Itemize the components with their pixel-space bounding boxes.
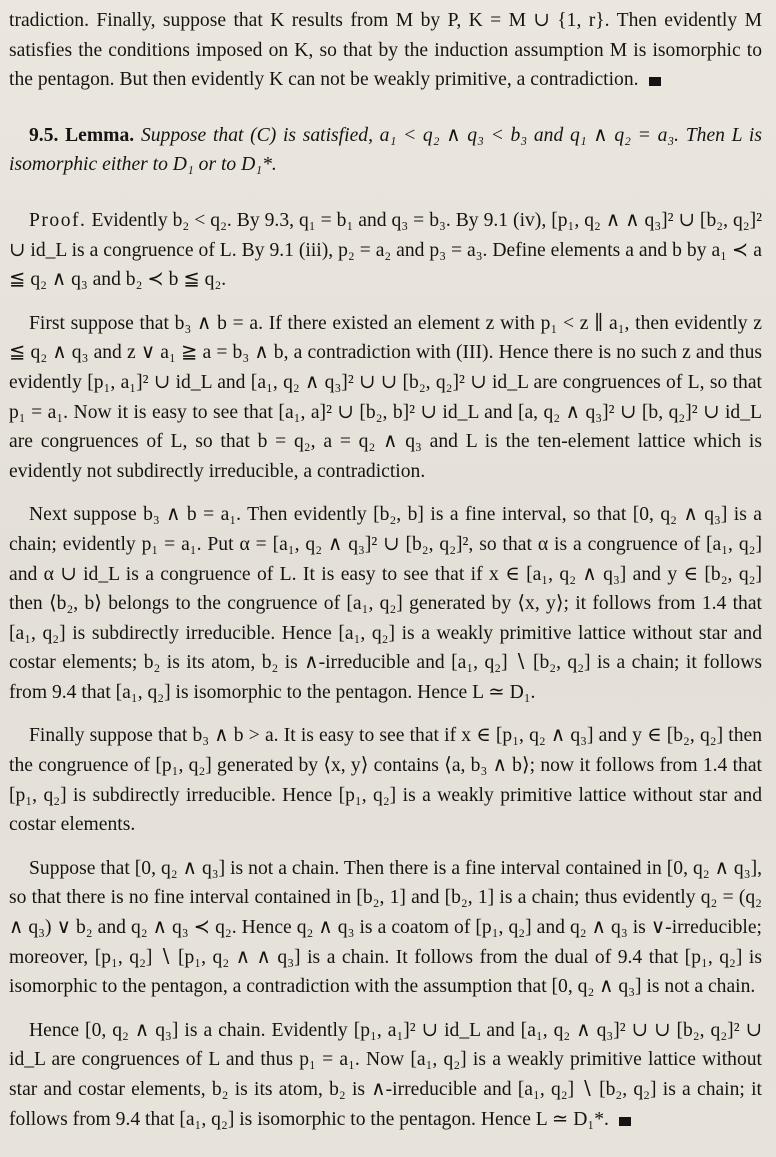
lemma-statement — [9, 121, 762, 180]
paragraph-proof-end — [9, 6, 762, 95]
proof-heading: Proof. — [29, 209, 87, 231]
paragraph-text: Finally suppose that b₃ ∧ b > a. It is easy to see that if x ∈ [p₁, q₂ ∧ q₃] and y ∈ [b₂, q₂] then the congruence of [p₁, q₂] generated by ⟨x, y⟩ contains ⟨a, b₃ ∧ b⟩; now it follows from 1.4 that [p₁, q₂] is subdirectly irreducible. Hence [p₁, q₂] is a weakly primitive lattice without star and costar elements. — [9, 725, 762, 836]
lemma-text: Suppose that (C) is satisfied, a₁ < q₂ ∧ q₃ < b₃ and q₁ ∧ q₂ = a₃. Then L is isomorphic either to D₁ or to D₁*. — [9, 124, 763, 176]
paragraph-text: tradiction. Finally, suppose that K results from M by P, K = M ∪ {1, r}. Then evidently M satisfies the conditions imposed on K, so that by the induction assumption M is isomorphic to the pentagon. But then evidently K can not be weakly primitive, a contradiction. — [9, 10, 762, 91]
paragraph-text: Suppose that [0, q₂ ∧ q₃] is not a chain. Then there is a fine interval contained in [0, q₂ ∧ q₃], so that there is no fine interval contained in [b₂, 1] and [b₂, 1] is a chain; thus evidently q₂ = (q₂ ∧ q₃) ∨ b₂ and q₂ ∧ q₃ ≺ q₂. Hence q₂ ∧ q₃ is a coatom of [p₁, q₂] and q₂ ∧ q₃ is ∨-irreducible; moreover, [p₁, q₂] ∖ [p₁, q₂ ∧ ∧ q₃] is a chain. It follows from the dual of 9.4 that [p₁, q₂] is isomorphic to the pentagon, a contradiction with the assumption that [0, q₂ ∧ q₃] is not a chain. — [9, 857, 762, 998]
paragraph-first-case — [9, 309, 762, 487]
qed-square-icon — [619, 1117, 631, 1126]
paragraph-text: First suppose that b₃ ∧ b = a. If there existed an element z with p₁ < z ∥ a₁, then evidently z ≦ q₂ ∧ q₃ and z ∨ a₁ ≧ a = b₃ ∧ b, a contradiction with (III). Hence there is no such z and thus evidently [p₁, a₁]² ∪ id_L and [a₁, q₂ ∧ q₃]² ∪ ∪ [b₂, q₂]² ∪ id_L are congruences of L, so that p₁ = a₁. Now it is easy to see that [a₁, a]² ∪ [b₂, b]² ∪ id_L and [a, q₂ ∧ q₃]² ∪ [b, q₂]² ∪ id_L are congruences of L, so that b = q₂, a = q₂ ∧ q₃ and L is the ten-element lattice which is evidently not subdirectly irreducible, a contradiction. — [9, 312, 762, 482]
qed-square-icon — [649, 77, 661, 86]
lemma-heading: 9.5. Lemma. — [29, 124, 135, 146]
proof-paragraph — [9, 206, 762, 295]
paragraph-text: Evidently b₂ < q₂. By 9.3, q₁ = b₁ and q₃ = b₃. By 9.1 (iv), [p₁, q₂ ∧ ∧ q₃]² ∪ [b₂, q₂]² ∪ id_L is a congruence of L. By 9.1 (iii), p₂ = a₂ and p₃ = a₃. Define elements a and b by a₁ ≺ a ≦ q₂ ∧ q₃ and b₂ ≺ b ≦ q₂. — [9, 209, 763, 291]
paragraph-not-chain — [9, 854, 762, 1002]
paragraph-text: Hence [0, q₂ ∧ q₃] is a chain. Evidently [p₁, a₁]² ∪ id_L and [a₁, q₂ ∧ q₃]² ∪ ∪ [b₂, q₂]² ∪ id_L are congruences of L and thus p₁ = a₁. Now [a₁, q₂] is a weakly primitive lattice without star and costar elements, b₂ is its atom, b₂ is ∧-irreducible and [a₁, q₂] ∖ [b₂, q₂] is a chain; it follows from 9.4 that [a₁, q₂] is isomorphic to the pentagon. Hence L ≃ D₁*. — [9, 1019, 762, 1130]
paragraph-text: Next suppose b₃ ∧ b = a₁. Then evidently [b₂, b] is a fine interval, so that [0, q₂ ∧ q₃] is a chain; evidently p₁ = a₁. Put α = [a₁, q₂ ∧ q₃]² ∪ [b₂, q₂]², so that α is a congruence of [a₁, q₂] and α ∪ id_L is a congruence of L. It is easy to see that if x ∈ [a₁, q₂ ∧ q₃] and y ∈ [b₂, q₂] then ⟨b₂, b⟩ belongs to the congruence of [a₁, q₂] generated by ⟨x, y⟩; it follows from 1.4 that [a₁, q₂] is subdirectly irreducible. Hence [a₁, q₂] is a weakly primitive lattice without star and costar elements; b₂ is its atom, b₂ is ∧-irreducible and [a₁, q₂] ∖ [b₂, q₂] is a chain; it follows from 9.4 that [a₁, q₂] is isomorphic to the pentagon. Hence L ≃ D₁. — [9, 504, 762, 703]
paragraph-conclusion — [9, 1016, 762, 1134]
paragraph-third-case — [9, 721, 762, 839]
paragraph-second-case — [9, 500, 762, 707]
